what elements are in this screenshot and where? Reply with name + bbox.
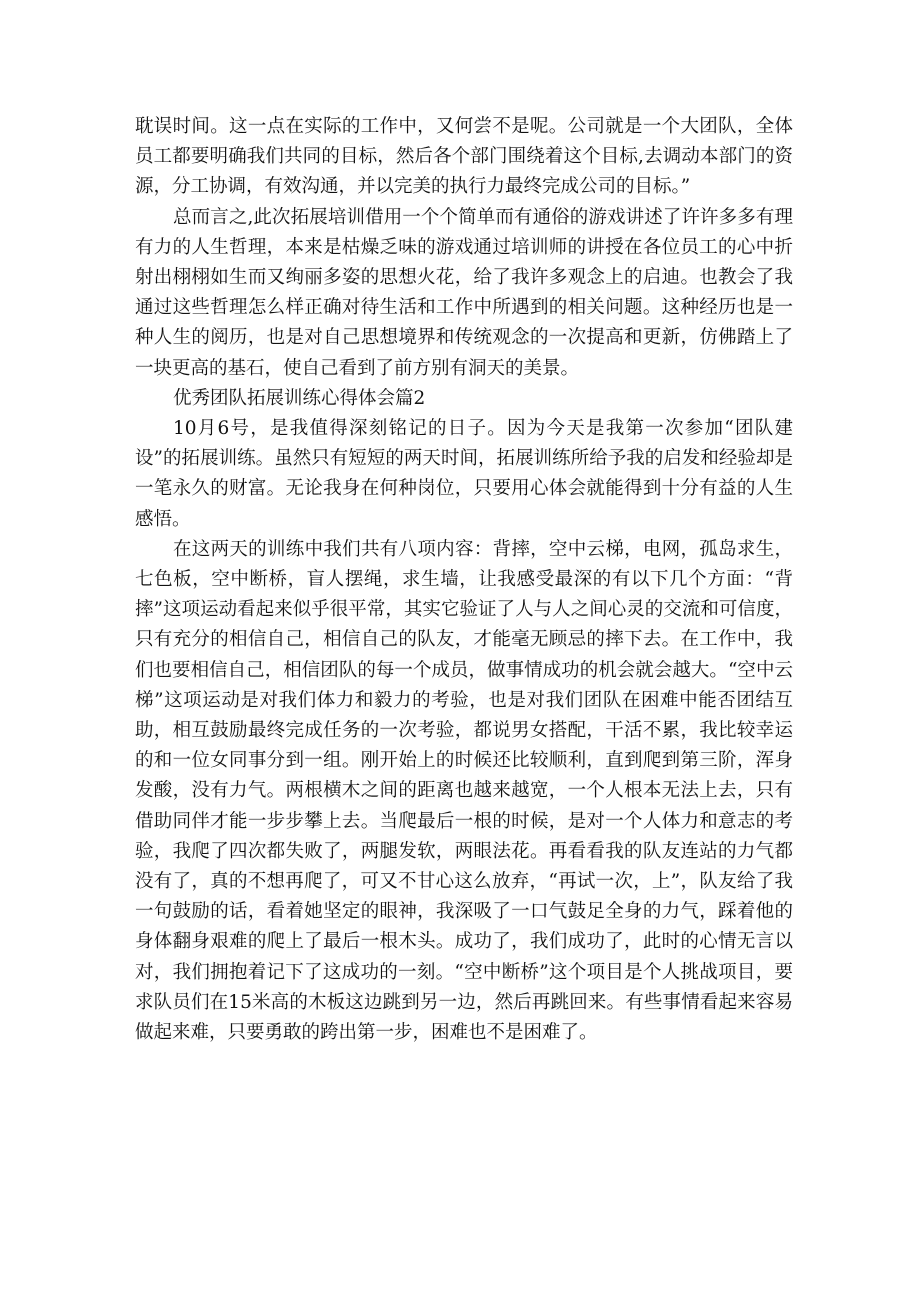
paragraph-summary: 总而言之,此次拓展培训借用一个个简单而有通俗的游戏讲述了许许多多有理有力的人生哲理，本来是枯燥乏味的游戏通过培训师的讲授在各位员工的心中折射出栩栩如生而又绚丽多姿的思想火花，给了我许多观念上的启迪。也教会了我通过这些哲理怎么样正确对待生活和工作中所遇到的相关问题。这种经历也是一种人生的阅历，也是对自己思想境界和传统观念的一次提高和更新，仿佛踏上了一块更高的基石，使自己看到了前方别有洞天的美景。: [135, 206, 793, 379]
paragraph-intro: 10月6号，是我值得深刻铭记的日子。因为今天是我第一次参加“团队建设”的拓展训练。虽然只有短短的两天时间，拓展训练所给予我的启发和经验却是一笔永久的财富。无论我身在何种岗位，只要用心体会就能得到十分有益的人生感悟。: [135, 418, 793, 530]
section-heading: 优秀团队拓展训练心得体会篇2: [173, 387, 426, 409]
document-body: [135, 112, 793, 1048]
paragraph-continuation: 耽误时间。这一点在实际的工作中，又何尝不是呢。公司就是一个大团队，全体员工都要明确我们共同的目标，然后各个部门围绕着这个目标,去调动本部门的资源，分工协调，有效沟通，并以完美的执行力最终完成公司的目标。”: [135, 116, 793, 198]
paragraph-activities: 在这两天的训练中我们共有八项内容：背摔，空中云梯，电网，孤岛求生，七色板，空中断桥，盲人摆绳，求生墙，让我感受最深的有以下几个方面：“背摔”这项运动看起来似乎很平常，其实它验证了人与人之间心灵的交流和可信度，只有充分的相信自己，相信自己的队友，才能毫无顾忌的摔下去。在工作中，我们也要相信自己，相信团队的每一个成员，做事情成功的机会就会越大。“空中云梯”这项运动是对我们体力和毅力的考验，也是对我们团队在困难中能否团结互助，相互鼓励最终完成任务的一次考验，都说男女搭配，干活不累，我比较幸运的和一位女同事分到一组。刚开始上的时候还比较顺利，直到爬到第三阶，浑身发酸，没有力气。两根横木之间的距离也越来越宽，一个人根本无法上去，只有借助同伴才能一步步攀上去。当爬最后一根的时候，是对一个人体力和意志的考验，我爬了四次都失败了，两腿发软，两眼法花。再看看我的队友连站的力气都没有了，真的不想再爬了，可又不甘心这么放弃，“再试一次，上”，队友给了我一句鼓励的话，看着她坚定的眼神，我深吸了一口气鼓足全身的力气，踩着他的身体翻身艰难的爬上了最后一根木头。成功了，我们成功了，此时的心情无言以对，我们拥抱着记下了这成功的一刻。“空中断桥”这个项目是个人挑战项目，要求队员们在15米高的木板这边跳到另一边，然后再跳回来。有些事情看起来容易做起来难，只要勇敢的跨出第一步，困难也不是困难了。: [135, 538, 793, 1044]
